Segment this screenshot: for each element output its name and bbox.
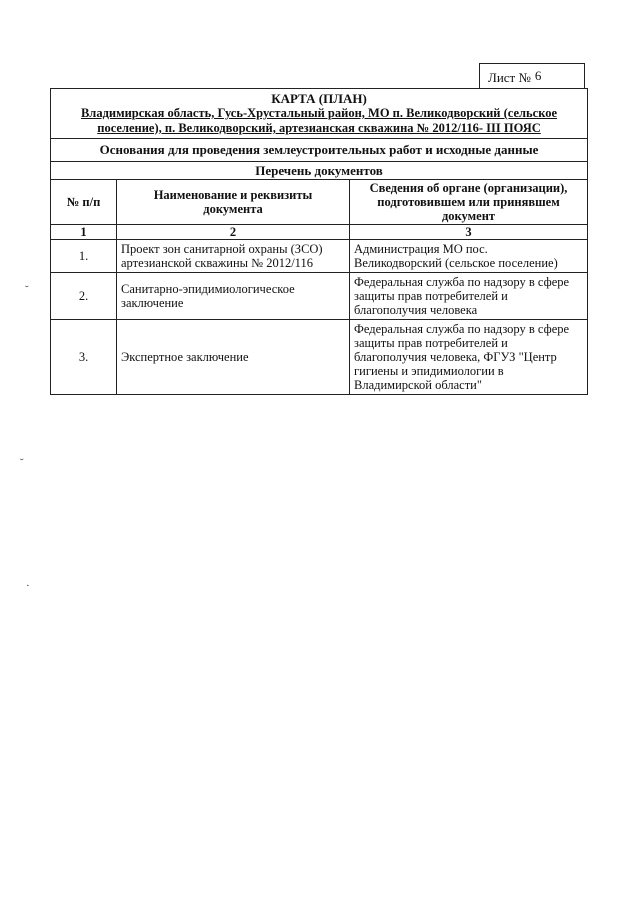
basis-row [51,139,588,162]
row-name-line: заключение [121,296,184,310]
col-number-3: 3 [350,225,588,240]
row-org-line: благополучия человека, ФГУЗ "Центр [354,350,557,364]
row-name-line: Санитарно-эпидимиологическое [121,282,295,296]
table-row [51,320,588,395]
row-name-line: Проект зон санитарной охраны (ЗСО) [121,242,323,256]
row-org-line: защиты прав потребителей и [354,336,508,350]
row-org [350,320,588,395]
row-org-line: Администрация МО пос. [354,242,488,256]
column-header-row [51,180,588,225]
row-org [350,273,588,320]
row-name [117,320,350,395]
row-org-line: Великодворский (сельское поселение) [354,256,558,270]
table-row [51,273,588,320]
col-header-org-line: Сведения об органе (организации), [369,181,568,195]
col-header-org-line: подготовившем или принявшем [377,195,560,209]
row-name [117,273,350,320]
row-num: 1. [51,240,117,273]
row-num: 3. [51,320,117,395]
row-name [117,240,350,273]
row-org-line: благополучия человека [354,303,478,317]
row-org [350,240,588,273]
documents-table [50,88,588,395]
row-name-line: артезианской скважины № 2012/116 [121,256,313,270]
column-number-row [51,225,588,240]
col-number-1: 1 [51,225,117,240]
col-header-org [350,180,588,225]
map-title: КАРТА (ПЛАН) [271,91,367,106]
location-line-2: поселение), п. Великодворский, артезианская скважина № 2012/116- III ПОЯС [97,121,541,135]
list-title: Перечень документов [51,162,588,180]
row-org-line: Федеральная служба по надзору в сфере [354,275,570,289]
table-row [51,240,588,273]
row-org-line: Федеральная служба по надзору в сфере [354,322,570,336]
title-row [51,89,588,139]
col-header-name [117,180,350,225]
basis-title: Основания для проведения землеустроительных работ и исходные данные [51,139,588,162]
sheet-number-box [479,63,585,89]
row-name-line: Экспертное заключение [121,350,249,364]
scan-mark: ˘ [20,457,24,469]
list-title-row [51,162,588,180]
sheet-label: Лист № [488,70,531,85]
title-cell [51,89,588,139]
scan-mark: ˘ [25,284,29,296]
col-number-2: 2 [117,225,350,240]
sheet-number: 6 [534,68,542,83]
row-num: 2. [51,273,117,320]
col-header-org-line: документ [441,209,496,223]
col-header-name-line: Наименование и реквизиты [153,188,313,202]
location-line-1: Владимирская область, Гусь-Хрустальный район, МО п. Великодворский (сельское [80,106,558,120]
row-org-line: Владимирской области" [354,378,482,392]
col-header-name-line: документа [203,202,263,216]
scan-mark: · [26,580,30,592]
row-org-line: защиты прав потребителей и [354,289,508,303]
col-header-num: № п/п [51,180,117,225]
row-org-line: гигиены и эпидимиологии в [354,364,504,378]
